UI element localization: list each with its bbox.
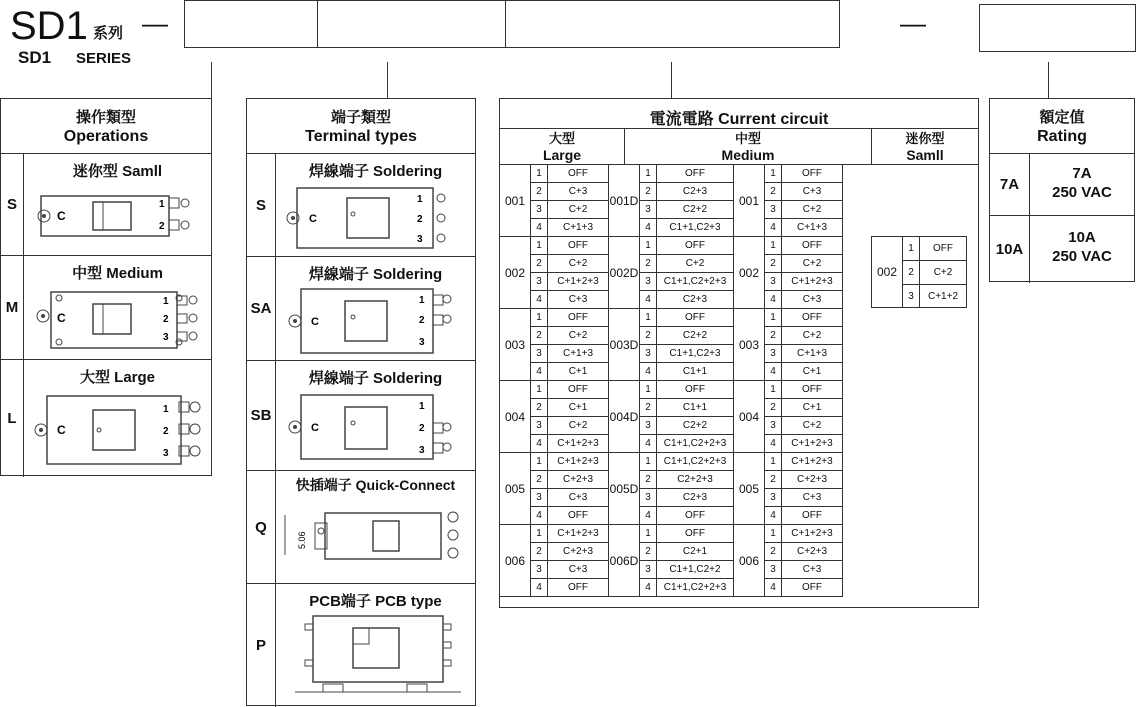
value-cell: OFF: [548, 165, 609, 183]
value-cell: C+3: [782, 561, 843, 579]
table-row: [500, 435, 843, 453]
index-cell: 3: [903, 285, 920, 308]
index-cell: 4: [640, 579, 657, 597]
pin-2-label: 2: [159, 221, 165, 232]
value-cell: C1+1,C2+2: [657, 561, 734, 579]
terminal-drawing-soldering: [283, 184, 473, 254]
pin-2-label: 2: [163, 426, 169, 437]
value-cell: C+2: [657, 255, 734, 273]
value-cell: OFF: [548, 237, 609, 255]
table-row: [500, 345, 843, 363]
table-row: [500, 579, 843, 597]
rating-code: 10A: [990, 216, 1030, 283]
rating-voltage: 250 VAC: [1052, 184, 1112, 201]
index-cell: 2: [531, 471, 548, 489]
value-cell: C+3: [782, 183, 843, 201]
value-cell: OFF: [548, 507, 609, 525]
operations-code: M: [1, 256, 24, 359]
pin-1-label: 1: [163, 296, 169, 307]
index-cell: 4: [765, 363, 782, 381]
circuit-large-en: Large: [542, 147, 582, 163]
value-cell: C2+2: [657, 417, 734, 435]
value-cell: C2+3: [657, 489, 734, 507]
table-row: [500, 273, 843, 291]
switch-drawing-medium: [29, 288, 207, 354]
terminals-label: PCB端子 PCB type: [309, 593, 442, 610]
table-row: [500, 381, 843, 399]
table-row: [500, 219, 843, 237]
index-cell: 1: [765, 525, 782, 543]
switch-drawing-small: [31, 190, 201, 242]
terminals-row: [247, 154, 475, 257]
rating-value: 10A: [1068, 229, 1096, 246]
rating-code: 7A: [990, 154, 1030, 215]
value-cell: OFF: [548, 309, 609, 327]
value-cell: C+1+3: [782, 345, 843, 363]
index-cell: 2: [531, 543, 548, 561]
index-cell: 1: [640, 237, 657, 255]
operations-panel: [0, 98, 212, 476]
value-cell: C+1+3: [548, 219, 609, 237]
table-row: [500, 327, 843, 345]
value-cell: C1+1,C2+3: [657, 219, 734, 237]
table-row: [500, 291, 843, 309]
value-cell: C+2+3: [548, 471, 609, 489]
index-cell: 1: [640, 165, 657, 183]
value-cell: C+1+3: [548, 345, 609, 363]
value-cell: OFF: [657, 525, 734, 543]
switch-drawing-large: [29, 390, 207, 470]
value-cell: C2+2: [657, 327, 734, 345]
terminal-drawing-quick-connect: [281, 507, 471, 571]
circuit-medium-zh: 中型: [734, 131, 761, 146]
index-cell: 2: [531, 399, 548, 417]
terminals-code: SB: [247, 361, 276, 470]
value-cell: C2+2: [657, 201, 734, 219]
index-cell: 3: [640, 201, 657, 219]
index-cell: 2: [765, 471, 782, 489]
value-cell: C+1+2+3: [782, 435, 843, 453]
terminals-code: S: [247, 154, 276, 256]
value-cell: C+1: [782, 363, 843, 381]
value-cell: OFF: [548, 579, 609, 597]
terminals-panel: [246, 98, 476, 706]
series-code: SD1: [10, 4, 88, 48]
code-box-operation: [184, 0, 318, 48]
value-cell: OFF: [782, 381, 843, 399]
contact-c-label: C: [57, 423, 66, 437]
value-cell: C2+3: [657, 183, 734, 201]
index-cell: 2: [640, 543, 657, 561]
pin-1-label: 1: [417, 194, 423, 205]
small-code: 002: [872, 237, 903, 308]
table-row: [500, 543, 843, 561]
value-cell: C+1+2+3: [548, 525, 609, 543]
index-cell: 4: [531, 219, 548, 237]
terminals-label: 快插端子 Quick-Connect: [295, 477, 456, 493]
rating-value: 7A: [1072, 165, 1092, 182]
pin-3-label: 3: [163, 332, 169, 343]
index-cell: 2: [765, 327, 782, 345]
circuit-small-zh: 迷你型: [905, 131, 945, 146]
index-cell: 2: [531, 327, 548, 345]
table-row: [500, 201, 843, 219]
operations-row: [1, 256, 211, 360]
table-row: [500, 399, 843, 417]
value-cell: OFF: [657, 309, 734, 327]
table-row: [500, 183, 843, 201]
index-cell: 1: [640, 309, 657, 327]
index-cell: 4: [640, 507, 657, 525]
value-cell: C+1+2+3: [782, 273, 843, 291]
index-cell: 4: [640, 291, 657, 309]
circuit-small-en: Samll: [906, 147, 944, 163]
pin-2-label: 2: [419, 423, 425, 434]
value-cell: OFF: [657, 507, 734, 525]
value-cell: C+3: [548, 183, 609, 201]
value-cell: C1+1,C2+2+3: [657, 579, 734, 597]
pin-3-label: 3: [419, 337, 425, 348]
contact-c-label: C: [57, 311, 66, 325]
circuit-large-zh: 大型: [548, 131, 575, 146]
pin-1-label: 1: [419, 401, 425, 412]
index-cell: 3: [765, 561, 782, 579]
value-cell: C+2: [782, 417, 843, 435]
index-cell: 1: [903, 237, 920, 261]
terminals-row: [247, 584, 475, 707]
value-cell: C+3: [548, 291, 609, 309]
operations-title-zh: 操作類型: [75, 109, 136, 126]
terminal-drawing-pcb: [283, 612, 473, 704]
medium-code: 003: [734, 309, 765, 381]
code-box-rating: [979, 4, 1136, 52]
index-cell: 3: [531, 561, 548, 579]
large-code: 003: [500, 309, 531, 381]
value-cell: C+2: [548, 201, 609, 219]
value-cell: C+3: [548, 561, 609, 579]
value-cell: C+2: [548, 327, 609, 345]
circuit-medium-header: [625, 129, 871, 165]
terminals-title-en: Terminal types: [305, 128, 417, 145]
medium-code: 005: [734, 453, 765, 525]
index-cell: 4: [765, 219, 782, 237]
circuit-table: [499, 164, 843, 597]
value-cell: OFF: [782, 507, 843, 525]
value-cell: C+2: [548, 255, 609, 273]
table-row: [872, 237, 967, 261]
large-code: 001: [500, 165, 531, 237]
table-row: [500, 165, 843, 183]
index-cell: 1: [531, 309, 548, 327]
index-cell: 3: [765, 417, 782, 435]
value-cell: OFF: [782, 309, 843, 327]
pin-2-label: 2: [417, 214, 423, 225]
index-cell: 2: [640, 327, 657, 345]
value-cell: C+3: [548, 489, 609, 507]
dimension-label: 5.06: [297, 531, 307, 549]
circuit-small-header: [872, 129, 978, 165]
value-cell: C+3: [782, 489, 843, 507]
index-cell: 1: [531, 453, 548, 471]
index-cell: 2: [531, 183, 548, 201]
index-cell: 3: [765, 489, 782, 507]
index-cell: 1: [765, 237, 782, 255]
index-cell: 3: [640, 273, 657, 291]
value-cell: C+2+3: [548, 543, 609, 561]
terminals-row: [247, 471, 475, 584]
circuit-small-table: [871, 236, 967, 308]
value-cell: C2+2+3: [657, 471, 734, 489]
value-cell: C1+1,C2+2+3: [657, 453, 734, 471]
medium-d-code: 001D: [609, 165, 640, 237]
value-cell: C+1+2+3: [782, 453, 843, 471]
index-cell: 4: [531, 363, 548, 381]
table-row: [500, 255, 843, 273]
value-cell: C+1: [782, 399, 843, 417]
index-cell: 3: [531, 273, 548, 291]
index-cell: 3: [640, 417, 657, 435]
value-cell: C+2+3: [782, 543, 843, 561]
code-box-circuit: [505, 0, 840, 48]
index-cell: 4: [765, 435, 782, 453]
operations-label: 大型 Large: [79, 369, 155, 386]
index-cell: 4: [640, 435, 657, 453]
pin-2-label: 2: [419, 315, 425, 326]
index-cell: 2: [531, 255, 548, 273]
value-cell: C+2: [548, 417, 609, 435]
index-cell: 1: [640, 381, 657, 399]
large-code: 006: [500, 525, 531, 597]
index-cell: 4: [531, 507, 548, 525]
index-cell: 1: [765, 309, 782, 327]
pin-3-label: 3: [417, 234, 423, 245]
terminals-label: 焊線端子 Soldering: [308, 266, 443, 283]
contact-c-label: C: [57, 209, 66, 223]
index-cell: 4: [765, 579, 782, 597]
value-cell: C+3: [782, 291, 843, 309]
index-cell: 3: [640, 345, 657, 363]
value-cell: C+1+2+3: [548, 273, 609, 291]
value-cell: C+1: [548, 399, 609, 417]
contact-c-label: C: [309, 213, 317, 225]
table-row: [500, 363, 843, 381]
index-cell: 1: [640, 525, 657, 543]
terminal-drawing-soldering-a: [283, 285, 473, 357]
series-zh: 系列: [93, 25, 124, 42]
rating-header: [990, 99, 1134, 154]
index-cell: 2: [640, 255, 657, 273]
value-cell: C+2: [782, 201, 843, 219]
value-cell: C+2: [782, 327, 843, 345]
operations-row: [1, 154, 211, 256]
index-cell: 3: [531, 417, 548, 435]
large-code: 004: [500, 381, 531, 453]
circuit-medium-en: Medium: [721, 147, 775, 163]
value-cell: OFF: [657, 165, 734, 183]
operations-title-en: Operations: [63, 128, 149, 145]
value-cell: OFF: [782, 579, 843, 597]
pin-2-label: 2: [163, 314, 169, 325]
rating-row: [990, 154, 1134, 216]
series-dash: —: [142, 8, 168, 38]
medium-code: 004: [734, 381, 765, 453]
table-row: [500, 471, 843, 489]
table-row: [500, 507, 843, 525]
value-cell: OFF: [657, 381, 734, 399]
pin-1-label: 1: [163, 404, 169, 415]
connector-line: [211, 62, 212, 99]
index-cell: 4: [531, 579, 548, 597]
index-cell: 3: [531, 201, 548, 219]
index-cell: 3: [765, 201, 782, 219]
terminals-label: 焊線端子 Soldering: [308, 370, 443, 387]
terminals-label: 焊線端子 Soldering: [308, 163, 443, 180]
operations-code: S: [1, 154, 24, 255]
value-cell: C+2: [782, 255, 843, 273]
operations-code: L: [1, 360, 24, 477]
terminals-header: [247, 99, 475, 154]
large-code: 005: [500, 453, 531, 525]
index-cell: 2: [640, 471, 657, 489]
medium-code: 002: [734, 237, 765, 309]
operations-row: [1, 360, 211, 477]
table-row: [500, 453, 843, 471]
index-cell: 3: [640, 561, 657, 579]
value-cell: C+1+2+3: [782, 525, 843, 543]
index-cell: 1: [531, 381, 548, 399]
terminals-row: [247, 257, 475, 361]
index-cell: 4: [531, 435, 548, 453]
value-cell: OFF: [920, 237, 967, 261]
index-cell: 4: [640, 363, 657, 381]
rating-title-en: Rating: [1037, 128, 1087, 145]
terminals-code: P: [247, 584, 276, 707]
table-row: [500, 489, 843, 507]
pin-3-label: 3: [419, 445, 425, 456]
rating-voltage: 250 VAC: [1052, 248, 1112, 265]
index-cell: 1: [640, 453, 657, 471]
series-dash-2: —: [900, 8, 926, 38]
medium-code: 006: [734, 525, 765, 597]
index-cell: 1: [531, 165, 548, 183]
table-row: [500, 561, 843, 579]
terminal-drawing-soldering-b: [283, 391, 473, 465]
index-cell: 3: [765, 345, 782, 363]
index-cell: 4: [640, 219, 657, 237]
value-cell: C+1+2+3: [548, 453, 609, 471]
value-cell: OFF: [782, 165, 843, 183]
medium-d-code: 006D: [609, 525, 640, 597]
operations-label: 中型 Medium: [72, 265, 163, 282]
value-cell: C+1+2: [920, 285, 967, 308]
index-cell: 2: [903, 261, 920, 285]
value-cell: C+2+3: [782, 471, 843, 489]
index-cell: 1: [765, 165, 782, 183]
series-label-code: SD1: [18, 48, 52, 67]
value-cell: C2+3: [657, 291, 734, 309]
index-cell: 3: [531, 489, 548, 507]
index-cell: 2: [765, 183, 782, 201]
contact-c-label: C: [311, 422, 319, 434]
operations-header: [1, 99, 211, 154]
code-box-terminal: [317, 0, 506, 48]
index-cell: 4: [765, 291, 782, 309]
value-cell: OFF: [548, 381, 609, 399]
rating-panel: [989, 98, 1135, 282]
circuit-panel: [499, 98, 979, 608]
value-cell: C+2: [920, 261, 967, 285]
value-cell: C1+1: [657, 363, 734, 381]
index-cell: 3: [765, 273, 782, 291]
connector-line: [671, 62, 672, 99]
pin-3-label: 3: [163, 448, 169, 459]
rating-row: [990, 216, 1134, 283]
medium-d-code: 003D: [609, 309, 640, 381]
medium-code: 001: [734, 165, 765, 237]
index-cell: 1: [531, 237, 548, 255]
series-label-en: SERIES: [76, 50, 132, 67]
value-cell: C1+1,C2+2+3: [657, 273, 734, 291]
large-code: 002: [500, 237, 531, 309]
pin-1-label: 1: [159, 199, 165, 210]
circuit-large-header: [500, 129, 624, 165]
circuit-title: 電流電路 Current circuit: [649, 111, 829, 128]
value-cell: OFF: [657, 237, 734, 255]
value-cell: C1+1: [657, 399, 734, 417]
value-cell: C2+1: [657, 543, 734, 561]
terminals-row: [247, 361, 475, 471]
medium-d-code: 005D: [609, 453, 640, 525]
value-cell: OFF: [782, 237, 843, 255]
table-row: [500, 309, 843, 327]
value-cell: C+1+3: [782, 219, 843, 237]
index-cell: 3: [640, 489, 657, 507]
table-row: [500, 417, 843, 435]
terminals-title-zh: 端子類型: [330, 109, 391, 126]
index-cell: 2: [765, 543, 782, 561]
pin-1-label: 1: [419, 295, 425, 306]
table-row: [500, 237, 843, 255]
value-cell: C+1: [548, 363, 609, 381]
index-cell: 4: [531, 291, 548, 309]
value-cell: C1+1,C2+2+3: [657, 435, 734, 453]
medium-d-code: 002D: [609, 237, 640, 309]
index-cell: 2: [765, 255, 782, 273]
index-cell: 2: [765, 399, 782, 417]
connector-line: [1048, 62, 1049, 99]
index-cell: 4: [765, 507, 782, 525]
value-cell: C+1+2+3: [548, 435, 609, 453]
operations-label: 迷你型 Samll: [72, 163, 163, 180]
terminals-code: SA: [247, 257, 276, 360]
index-cell: 1: [531, 525, 548, 543]
table-row: [500, 525, 843, 543]
terminals-code: Q: [247, 471, 276, 583]
index-cell: 2: [640, 399, 657, 417]
contact-c-label: C: [311, 316, 319, 328]
rating-title-zh: 額定值: [1039, 109, 1085, 126]
index-cell: 2: [640, 183, 657, 201]
connector-line: [387, 62, 388, 99]
medium-d-code: 004D: [609, 381, 640, 453]
index-cell: 1: [765, 453, 782, 471]
index-cell: 3: [531, 345, 548, 363]
index-cell: 1: [765, 381, 782, 399]
value-cell: C1+1,C2+3: [657, 345, 734, 363]
